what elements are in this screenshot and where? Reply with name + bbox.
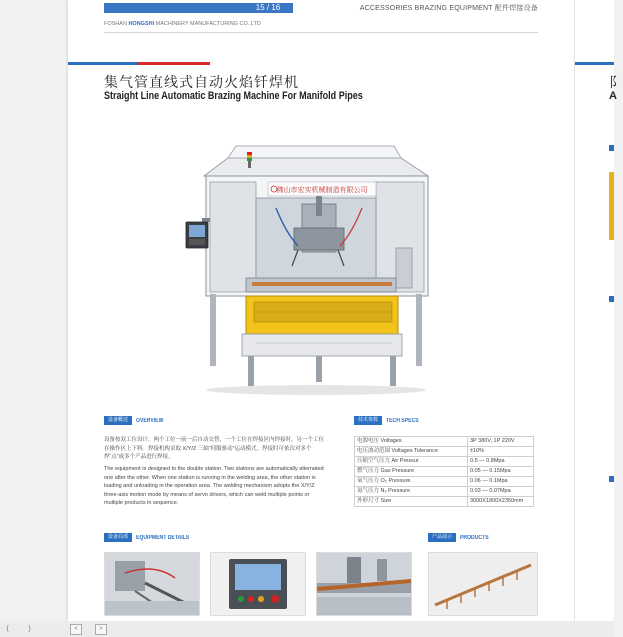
overview-text-en: The equipment is designed to the double station. Two stations are automatically alternated one after the other. When one station is running in the welding area, the other station is loading and unloading in the operation area. The welding mechanism adopts the X/Y/Z three-axis motion mode by means of servo drivers, which can weld multiple points or multiple products in sequence. xyxy=(104,466,324,506)
next-page-title-en: A xyxy=(609,90,617,102)
overview-section-tag xyxy=(104,416,168,425)
title-accent-blue xyxy=(68,62,138,65)
table-row: 外形尺寸 Size 3000X1800X2350mm xyxy=(355,497,534,507)
product-photo-manifold xyxy=(428,552,538,616)
detail-photo-control-panel xyxy=(210,552,306,616)
next-page-marker xyxy=(609,296,614,302)
section-title: ACCESSORIES BRAZING EQUIPMENT xyxy=(359,5,493,12)
products-tag-cn: 产品展示 xyxy=(428,533,456,542)
overview-tag-cn: 设备概述 xyxy=(104,416,132,425)
next-page-button[interactable]: > xyxy=(95,624,107,635)
company-line xyxy=(104,21,261,27)
tech-specs-tag-cn: 技术参数 xyxy=(354,416,382,425)
header-color-bar xyxy=(104,3,249,13)
tech-specs-tag-en: TECH SPECS xyxy=(386,417,419,424)
next-page-accent-bar xyxy=(575,62,614,65)
page-number: 15 / 16 xyxy=(243,3,293,13)
company-suffix: MACHINERY MANUFACTURING CO.,LTD xyxy=(155,21,261,27)
section-header xyxy=(360,3,538,13)
title-accent-lines xyxy=(68,62,210,65)
fixture-image xyxy=(317,553,411,615)
overview-text-cn: 设备按双工位设计，两个工位一前一后自动交替，一个工位在焊接区内焊接时，另一个工位在操作区上下料。焊接机构采取 X/Y/Z 三轴“伺服驱动”运动模式，焊接时可依次对多个焊“点”或多个产品进行焊接。 xyxy=(104,437,325,460)
table-row: 电压波动范围 Voltages Tolerance ±10% xyxy=(355,447,534,457)
table-row: 氮气压力 N₂ Pressure 0.03 — 0.07Mpa xyxy=(355,487,534,497)
table-row: 燃气压力 Gas Pressure 0.05 — 0.15Mpa xyxy=(355,467,534,477)
welding-head-image xyxy=(105,553,199,615)
first-page-arrow-icon[interactable]: ⟨ xyxy=(6,624,10,633)
table-row: 压缩空气压力 Air Pressur 0.5 — 0.8Mpa xyxy=(355,457,534,467)
section-title-cn: 配件焊接设备 xyxy=(494,5,538,12)
last-page-arrow-icon[interactable]: ⟩ xyxy=(28,624,32,633)
manifold-pipe-image xyxy=(429,553,537,615)
tech-specs-table xyxy=(354,436,534,507)
overview-tag-en: OVERVIEW xyxy=(136,417,164,424)
next-page-title-cn: 阝 xyxy=(609,74,623,90)
company-prefix: FOSHAN xyxy=(104,21,127,27)
next-page-preview xyxy=(575,0,623,621)
detail-photo-welding-head xyxy=(104,552,200,616)
next-page-image-edge xyxy=(609,172,614,240)
detail-photo-fixture xyxy=(316,552,412,616)
table-row: 电源电压 Voltages 3P 380V, 1P 220V xyxy=(355,437,534,447)
equipment-details-section-tag xyxy=(104,533,199,542)
next-page-marker xyxy=(609,476,614,482)
header-divider xyxy=(104,32,538,33)
products-tag-en: PRODUCTS xyxy=(460,534,489,541)
page-title-en: Straight Line Automatic Brazing Machine For Manifold Pipes xyxy=(104,90,363,102)
catalog-page xyxy=(68,0,574,621)
equipment-details-tag-cn: 设备局部 xyxy=(104,533,132,542)
machine-illustration xyxy=(176,138,446,400)
products-section-tag xyxy=(428,533,494,542)
company-brand: HONGSHI xyxy=(128,21,155,27)
control-panel-image xyxy=(211,553,305,615)
prev-page-button[interactable]: < xyxy=(70,624,82,635)
viewer-navigation-bar xyxy=(0,621,614,637)
tech-specs-section-tag xyxy=(354,416,424,425)
machine-banner: 佛山市宏实机械制造有限公司 xyxy=(276,187,368,194)
table-row: 氧气压力 O₂ Pressure 0.06 — 0.1Mpa xyxy=(355,477,534,487)
equipment-details-tag-en: EQUIPMENT DETAILS xyxy=(136,534,190,541)
page-title-cn: 集气管直线式自动火焰钎焊机 xyxy=(104,74,299,90)
next-page-marker xyxy=(609,145,614,151)
title-accent-red xyxy=(138,62,210,65)
